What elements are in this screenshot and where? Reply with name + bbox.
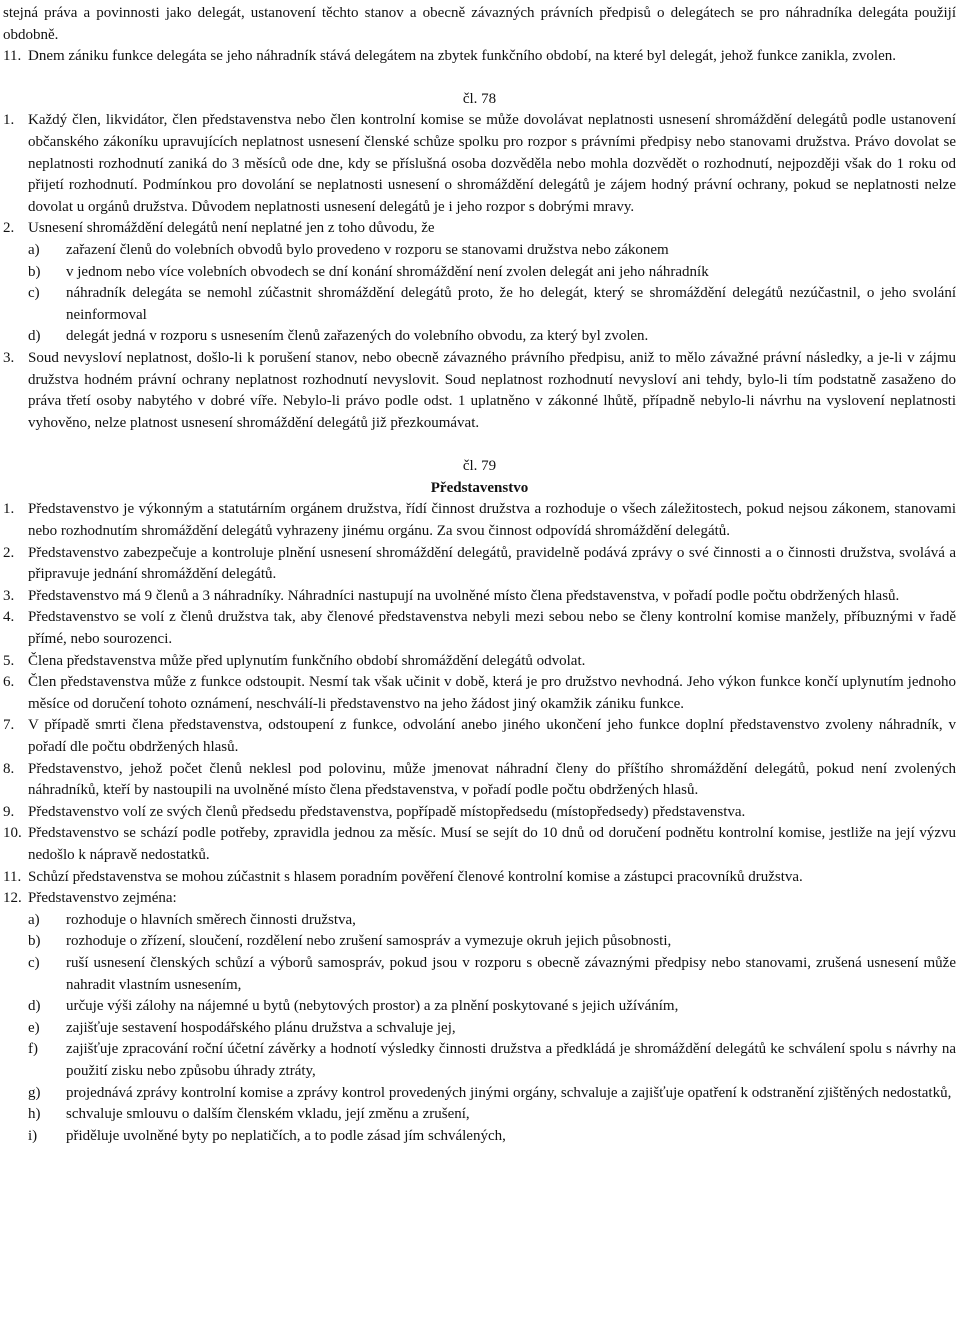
- list-letter: d): [28, 998, 41, 1015]
- article-79-paragraph: [3, 651, 956, 673]
- paragraph-number: 8.: [3, 760, 15, 777]
- list-letter: c): [28, 285, 40, 302]
- list-letter: e): [28, 1019, 40, 1036]
- paragraph-number: 1.: [3, 501, 15, 518]
- list-item: [3, 240, 956, 262]
- paragraph-number: 6.: [3, 674, 15, 691]
- paragraph-text: V případě smrti člena představenstva, odstoupení z funkce, odvolání anebo jiného ukončení jeho funkce doplní představenstvo zvoleny náhradník, v pořadí dle počtu obdržených hlasů.: [28, 717, 956, 755]
- article-78-paragraph-1: [3, 110, 956, 218]
- paragraph-text: Dnem zániku funkce delegáta se jeho náhradník stává delegátem na zbytek funkčního období, na které byl delegát, jehož funkce zanikla, zvolen.: [28, 48, 896, 65]
- list-text: ruší usnesení členských schůzí a výborů samospráv, pokud jsou v rozporu s obecně závaznými předpisy nebo stanovami, zrušená usnesení může nahradit vlastním usnesením,: [66, 954, 956, 993]
- paragraph-text: Člen představenstva může z funkce odstoupit. Nesmí tak však učinit v době, která je pro družstvo nevhodná. Jeho výkon funkce končí uplynutím jednoho měsíce od doručení tohoto oznámení, neschválí-li představenstvo na jeho žádost jiný okamžik zániku funkce.: [28, 674, 956, 712]
- paragraph-number: 11.: [3, 48, 22, 65]
- article-79-paragraph: [3, 823, 956, 866]
- article-79-title: Představenstvo: [430, 479, 529, 496]
- paragraph-text: Představenstvo se schází podle potřeby, zpravidla jednou za měsíc. Musí se sejít do 10 dnů od doručení podnětu kontrolní komise, jestliže na její výzvu nedošlo k nápravě nedostatků.: [28, 825, 956, 863]
- list-text: rozhoduje o zřízení, sloučení, rozdělení nebo zrušení samospráv a vymezuje okruh jejich působnosti,: [66, 933, 672, 950]
- paragraph-number: 7.: [3, 717, 15, 734]
- list-letter: i): [28, 1127, 38, 1144]
- paragraph-text: Každý člen, likvidátor, člen představenstva nebo člen kontrolní komise se může dovolávat neplatnosti usnesení shromáždění delegátů podle ustanovení občanského zákoníku upravujících neplatnost usnesení členské schůze spolku pro rozpor s právními předpisy nebo stanovami družstva. Právo dovolat se neplatnosti rozhodnutí zaniká do 3 měsíců ode dne, kdy se příslušná osoba dozvěděla nebo mohla dozvědět o rozhodnutí, nejpozději však do 1 roku od přijetí rozhodnutí. Podmínkou pro dovolání se neplatnosti usnesení o shromáždění delegátů je zájem hodný právní ochrany, pokud se neplatnosti nelze dovolat u orgánů družstva. Důvodem neplatnosti usnesení delegátů je i jeho rozpor s dobrými mravy.: [28, 112, 956, 215]
- list-item: [3, 262, 956, 284]
- spacer: [3, 434, 956, 456]
- paragraph-text: Představenstvo zabezpečuje a kontroluje plnění usnesení shromáždění delegátů, pravidelně podává zprávy o své činnosti a o činnosti družstva, svolává a připravuje jednání shromáždění delegátů.: [28, 544, 956, 583]
- paragraph-text: Člena představenstva může před uplynutím funkčního období shromáždění delegátů odvolat.: [28, 652, 586, 669]
- article-78-paragraph-3: [3, 348, 956, 434]
- paragraph-text: Představenstvo volí ze svých členů předsedu představenstva, popřípadě místopředsedu (místopředsedy) představenstva.: [28, 803, 746, 820]
- article-79-paragraph: [3, 499, 956, 542]
- list-text: rozhoduje o hlavních směrech činnosti družstva,: [66, 911, 356, 928]
- list-letter: h): [28, 1106, 41, 1123]
- paragraph-text: Představenstvo je výkonným a statutárním orgánem družstva, řídí činnost družstva a rozhoduje o všech záležitostech, pokud nejsou zákonem, stanovami nebo rozhodnutím shromáždění delegátů vyhrazeny jinému orgánu. Za svou činnost odpovídá shromáždění delegátů.: [28, 501, 956, 540]
- list-text: přiděluje uvolněné byty po neplatičích, a to podle zásad jím schválených,: [66, 1127, 506, 1144]
- article-78-heading: čl. 78: [462, 90, 497, 107]
- list-letter: c): [28, 954, 40, 971]
- list-item: [3, 1039, 956, 1082]
- list-item: [3, 1126, 956, 1148]
- paragraph-number: 4.: [3, 609, 15, 626]
- spacer: [3, 68, 956, 89]
- list-item: [3, 326, 956, 348]
- list-item: [3, 1083, 956, 1105]
- paragraph-number: 2.: [3, 220, 15, 237]
- paragraph-number: 3.: [3, 587, 15, 604]
- paragraph-text: Schůzí představenstva se mohou zúčastnit s hlasem poradním pověření členové kontrolní komise a zástupci pracovníků družstva.: [28, 868, 803, 885]
- paragraph-text: Představenstvo, jehož počet členů neklesl pod polovinu, může jmenovat náhradní členy do příštího shromáždění delegátů, pokud není zvolených náhradníků, kteří by nastoupili na uvolněné místo člena představenstva, v pořadí podle počtu obdržených hlasů.: [28, 760, 956, 799]
- article-79-paragraph: [3, 888, 956, 910]
- list-item: [3, 283, 956, 326]
- paragraph-text: Představenstvo se volí z členů družstva tak, aby členové představenstva nebyli mezi sebou nebo se členy kontrolní komise manžely, příbuznými v řadě přímé, nebo sourozenci.: [28, 609, 956, 648]
- list-item: [3, 996, 956, 1018]
- paragraph-text: Představenstvo zejména:: [28, 890, 177, 907]
- article-79-paragraph: [3, 607, 956, 650]
- list-item: [3, 1018, 956, 1040]
- article-78-paragraph-2: [3, 218, 956, 240]
- paragraph-number: 3.: [3, 349, 15, 366]
- list-letter: f): [28, 1041, 38, 1058]
- list-text: v jednom nebo více volebních obvodech se dní konání shromáždění není zvolen delegát ani jeho náhradník: [66, 263, 709, 280]
- list-letter: d): [28, 328, 41, 345]
- article-77-continuation: stejná práva a povinnosti jako delegát, ustanovení těchto stanov a obecně závazných právních předpisů o delegátech se pro náhradníka delegáta použijí obdobně.: [3, 5, 956, 43]
- paragraph-number: 12.: [3, 890, 22, 907]
- paragraph-number: 5.: [3, 652, 15, 669]
- list-text: schvaluje smlouvu o dalším členském vkladu, její změnu a zrušení,: [66, 1106, 470, 1123]
- list-text: zařazení členů do volebních obvodů bylo provedeno v rozporu se stanovami družstva nebo zákonem: [66, 241, 669, 258]
- list-letter: g): [28, 1084, 41, 1101]
- list-letter: b): [28, 933, 41, 950]
- article-79-heading: čl. 79: [462, 458, 497, 475]
- article-79-paragraph: [3, 867, 956, 889]
- article-77-paragraph-11: [3, 46, 956, 68]
- list-text: delegát jedná v rozporu s usnesením členů zařazených do volebního obvodu, za který byl zvolen.: [66, 328, 649, 345]
- article-79-paragraph: [3, 672, 956, 715]
- list-item: [3, 931, 956, 953]
- paragraph-number: 10.: [3, 825, 22, 842]
- list-letter: a): [28, 911, 40, 928]
- list-text: zajišťuje zpracování roční účetní závěrky a hodnotí výsledky činnosti družstva a předkládá je shromáždění delegátů ke schválení spolu s návrhy na použití zisku nebo způsobu úhrady ztráty,: [66, 1041, 956, 1079]
- paragraph-text: Soud nevysloví neplatnost, došlo-li k porušení stanov, nebo obecně závazného právního předpisu, aniž to mělo závažné právní následky, a je-li v zájmu družstva hodném právní ochrany neplatnost rozhodnutí nevyslovit. Soud neplatnost rozhodnutí nevysloví ani tehdy, bylo-li tím podstatně zasaženo do práva třetí osoby nabytého v dobré víře. Nebylo-li právo podle odst. 1 uplatněno v zákonné lhůtě, případně nebylo-li návrhu na vyslovení neplatnosti vyhověno, nelze platnost usnesení shromáždění delegátů již přezkoumávat.: [28, 349, 956, 431]
- list-item: [3, 910, 956, 932]
- list-text: projednává zprávy kontrolní komise a zprávy kontrol provedených jinými orgány, schvaluje a zajišťuje opatření k odstranění zjištěných nedostatků,: [66, 1084, 952, 1101]
- paragraph-text: Představenstvo má 9 členů a 3 náhradníky. Náhradníci nastupují na uvolněné místo člena představenstva, v pořadí podle počtu obdržených hlasů.: [28, 587, 900, 604]
- article-79-paragraph: [3, 759, 956, 802]
- list-text: zajišťuje sestavení hospodářského plánu družstva a schvaluje jej,: [66, 1019, 456, 1036]
- article-79-paragraph: [3, 802, 956, 824]
- paragraph-number: 11.: [3, 868, 22, 885]
- paragraph-number: 1.: [3, 112, 15, 129]
- paragraph-number: 2.: [3, 544, 15, 561]
- article-79-paragraph: [3, 715, 956, 758]
- list-text: náhradník delegáta se nemohl zúčastnit shromáždění delegátů proto, že ho delegát, který se shromáždění delegátů nezúčastnil, o jeho svolání neinformoval: [66, 285, 956, 323]
- list-text: určuje výši zálohy na nájemné u bytů (nebytových prostor) a za plnění poskytované s jejich užíváním,: [66, 998, 679, 1015]
- list-letter: b): [28, 263, 41, 280]
- list-item: [3, 1104, 956, 1126]
- article-79-paragraph: [3, 543, 956, 586]
- paragraph-number: 9.: [3, 803, 15, 820]
- article-79-paragraph: [3, 586, 956, 608]
- list-letter: a): [28, 241, 40, 258]
- list-item: [3, 953, 956, 996]
- paragraph-text: Usnesení shromáždění delegátů není neplatné jen z toho důvodu, že: [28, 220, 435, 237]
